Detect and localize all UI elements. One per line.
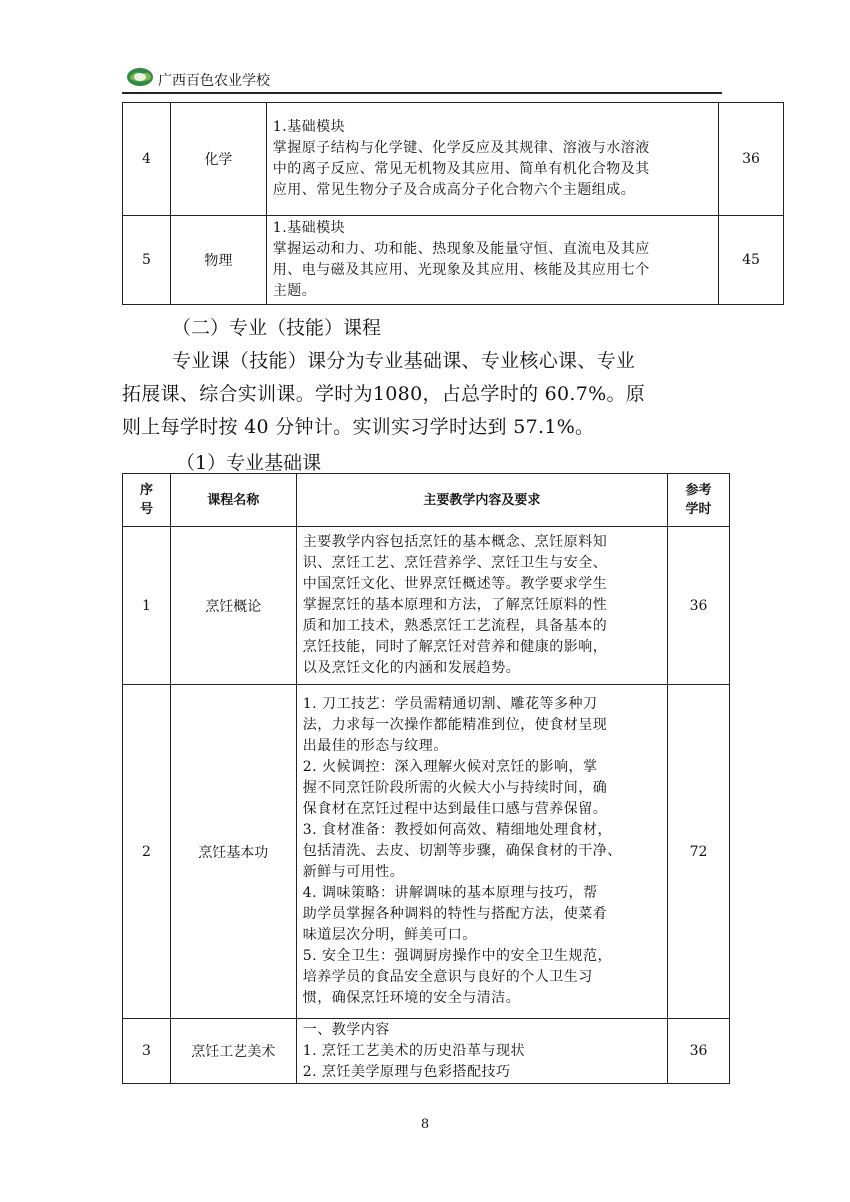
row-number: 4 (123, 103, 171, 216)
course-hours: 45 (719, 216, 784, 305)
row-number: 1 (123, 527, 171, 685)
course-name: 物理 (170, 216, 266, 305)
course-name: 烹饪概论 (170, 527, 296, 685)
table-row (123, 685, 730, 1019)
section-paragraph-line-3: 则上每学时按 40 分钟计。实训实习学时达到 57.1%。 (122, 416, 595, 438)
course-content: 1.基础模块 掌握运动和力、功和能、热现象及能量守恒、直流电及其应 用、电与磁及其应用、光现象及其应用、核能及其应用七个 主题。 (266, 216, 718, 305)
row-number: 2 (123, 685, 171, 1019)
table-row (123, 103, 784, 216)
page-header (122, 60, 722, 94)
page-number: 8 (420, 1117, 430, 1132)
course-content: 1. 刀工技艺：学员需精通切割、雕花等多种刀 法，力求每一次操作都能精准到位，使食材呈现 出最佳的形态与纹理。 2. 火候调控：深入理解火候对烹饪的影响，掌 握不同烹饪阶段所需的火候大小与持续时间，确 保食材在烹饪过程中达到最佳口感与营养保留。 3. 食材准备：教授如何高效、精细地处理食材， 包括清洗、去皮、切割等步骤，确保食材的干净、 新鲜与可用性。 4. 调味策略：讲解调味的基本原理与技巧，帮 助学员掌握各种调料的特性与搭配方法，使菜肴 味道层次分明，鲜美可口。 5. 安全卫生：强调厨房操作中的安全卫生规范， 培养学员的食品安全意识与良好的个人卫生习 惯，确保烹饪环境的安全与清洁。 (296, 685, 667, 1019)
header-content: 主要教学内容及要求 (296, 474, 667, 527)
section-heading: （二）专业（技能）课程 (172, 317, 382, 339)
header-no: 序 号 (123, 474, 171, 527)
table-row (123, 216, 784, 305)
course-content: 主要教学内容包括烹饪的基本概念、烹饪原料知 识、烹饪工艺、烹饪营养学、烹饪卫生与安全、 中国烹饪文化、世界烹饪概述等。教学要求学生 掌握烹饪的基本原理和方法，了解烹饪原料的性 质和加工技术，熟悉烹饪工艺流程，具备基本的 烹饪技能，同时了解烹饪对营养和健康的影响， 以及烹饪文化的内涵和发展趋势。 (296, 527, 667, 685)
course-hours: 36 (668, 1019, 730, 1084)
header-course-name: 课程名称 (170, 474, 296, 527)
table-row (123, 1019, 730, 1084)
course-name: 烹饪工艺美术 (170, 1019, 296, 1084)
course-content: 1.基础模块 掌握原子结构与化学键、化学反应及其规律、溶液与水溶液 中的离子反应、常见无机物及其应用、简单有机化合物及其 应用、常见生物分子及合成高分子化合物六个主题组成。 (266, 103, 718, 216)
course-hours: 72 (668, 685, 730, 1019)
course-hours: 36 (719, 103, 784, 216)
course-content: 一、教学内容 1. 烹饪工艺美术的历史沿革与现状 2. 烹饪美学原理与色彩搭配技巧 (296, 1019, 667, 1084)
header-divider (122, 92, 722, 94)
subsection-heading: （1）专业基础课 (176, 452, 322, 474)
general-courses-table (122, 102, 784, 305)
basic-courses-table (122, 473, 730, 1084)
header-hours: 参考 学时 (668, 474, 730, 527)
row-number: 5 (123, 216, 171, 305)
school-logo-icon (126, 64, 154, 88)
row-number: 3 (123, 1019, 171, 1084)
school-name: 广西百色农业学校 (158, 73, 270, 89)
section-paragraph-line-2: 拓展课、综合实训课。学时为1080，占总学时的 60.7%。原 (122, 383, 646, 405)
course-hours: 36 (668, 527, 730, 685)
course-name: 化学 (170, 103, 266, 216)
table-header-row (123, 474, 730, 527)
table-row (123, 527, 730, 685)
section-paragraph-line-1: 专业课（技能）课分为专业基础课、专业核心课、专业 (172, 350, 636, 372)
course-name: 烹饪基本功 (170, 685, 296, 1019)
